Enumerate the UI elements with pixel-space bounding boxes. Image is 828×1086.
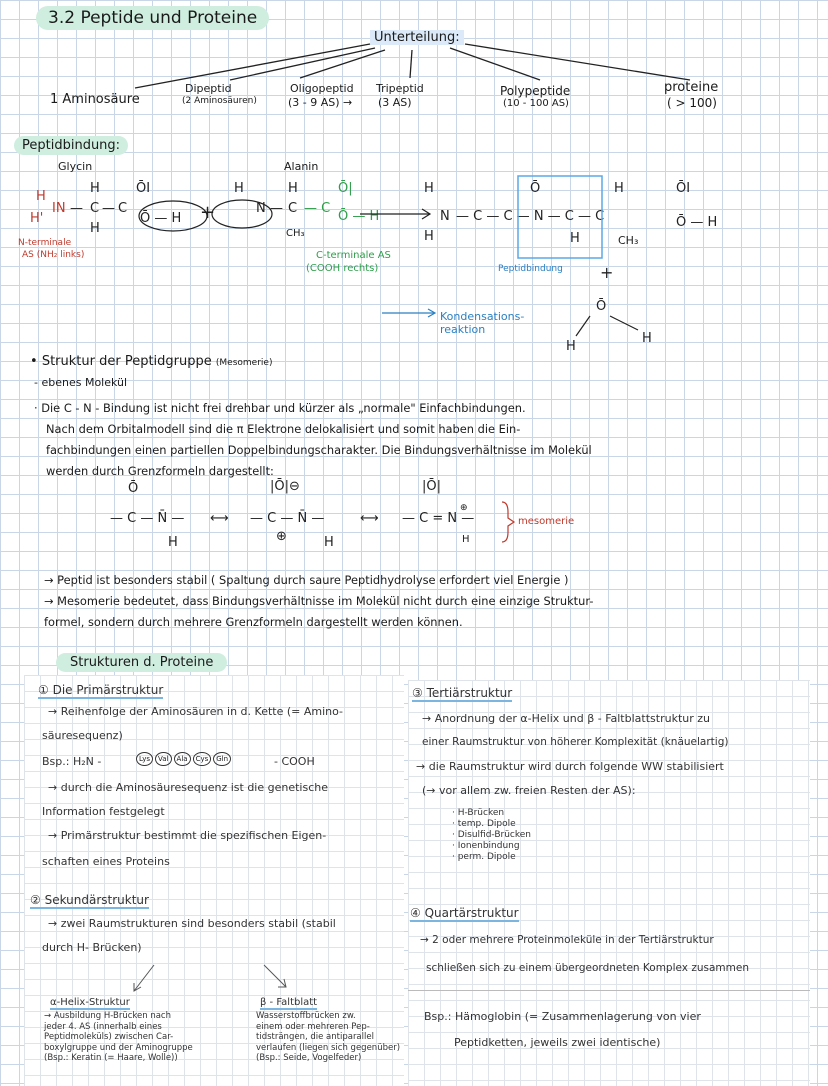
svg-text:Ō — H: Ō — H (140, 211, 182, 226)
sheet-line-1: Wasserstoffbrücken zw. (256, 1011, 356, 1021)
svg-text:— C: — C (304, 201, 331, 216)
quaternary-line-2: schließen sich zu einem übergeordneten Komplex zusammen (426, 962, 749, 974)
svg-text:Ō|: Ō| (338, 181, 353, 196)
svg-text:C: C (288, 201, 298, 216)
sheet-line-5: (Bsp.: Seide, Vogelfeder) (256, 1053, 362, 1063)
amino-gln: Gln (213, 752, 231, 766)
mesomerie-formulas (90, 478, 590, 558)
svg-text:H: H (462, 534, 470, 545)
left-panel (24, 675, 404, 1086)
class-item-oligopeptid-sub: (3 - 9 AS) → (288, 96, 353, 109)
svg-text:N: N (256, 201, 266, 216)
amino-ala: Ala (174, 752, 191, 766)
svg-text:ŌI: ŌI (136, 181, 151, 196)
para-line-2: Nach dem Orbitalmodell sind die π Elektrone delokalisiert und somit haben die Ein- (46, 422, 521, 436)
conclusion-3: formel, sondern durch mehrere Grenzformeln dargestellt werden können. (44, 615, 463, 629)
tertiary-bullet-4: · Ionenbindung (452, 841, 520, 851)
helix-line-3: Peptidmoleküls) zwischen Car- (44, 1032, 174, 1042)
tertiary-line-3: → die Raumstruktur wird durch folgende WW stabilisiert (416, 760, 724, 773)
svg-text:C: C (118, 201, 128, 216)
svg-text:H: H (90, 181, 100, 196)
primary-example-start: Bsp.: H₂N - (42, 755, 102, 768)
svg-text:Ō: Ō (530, 181, 541, 196)
svg-text:H: H (566, 339, 576, 350)
class-item-dipeptid-sub: (2 Aminosäuren) (182, 96, 257, 106)
svg-text:IN: IN (52, 201, 66, 216)
condensation-label-2: reaktion (440, 323, 486, 336)
svg-text:H: H (168, 535, 178, 550)
class-item-tripeptid-sub: (3 AS) (378, 96, 412, 109)
svg-text:H: H (642, 331, 652, 346)
condensation-label: Kondensations- (440, 310, 525, 323)
svg-text:|Ō|⊖: |Ō|⊖ (270, 479, 300, 494)
svg-text:H: H (288, 181, 298, 196)
peptide-bond-title: Peptidbindung: (14, 136, 128, 155)
structure-title: • Struktur der Peptidgruppe (Mesomerie) (30, 354, 273, 369)
svg-text:N: N (440, 209, 450, 224)
helix-line-5: (Bsp.: Keratin (= Haare, Wolle)) (44, 1053, 178, 1063)
protein-structures-title: Strukturen d. Proteine (56, 653, 227, 672)
class-item-aminosaeure: 1 Aminosäure (50, 92, 140, 107)
class-item-polypeptide-sub: (10 - 100 AS) (503, 98, 569, 109)
mesomerie-label: mesomerie (518, 516, 575, 527)
structure-title-text: Struktur der Peptidgruppe (41, 354, 212, 369)
svg-text:CH₃: CH₃ (286, 228, 305, 239)
primary-line-6: Information festgelegt (42, 805, 165, 818)
quaternary-title: ④ Quartärstruktur (410, 906, 519, 920)
para-line-1: · Die C - N - Bindung ist nicht frei drehbar und kürzer als „normale" Einfachbindungen. (34, 401, 526, 415)
tertiary-bullet-5: · perm. Dipole (452, 852, 516, 862)
primary-title: ① Die Primärstruktur (38, 683, 164, 697)
primary-line-7: → Primärstruktur bestimmt die spezifischen Eigen- (48, 829, 327, 842)
n-terminal-label: N-terminale (18, 238, 72, 248)
class-item-proteine-sub: ( > 100) (667, 96, 717, 110)
primary-line-2: säuresequenz) (42, 729, 123, 742)
svg-text:Ō: Ō (128, 481, 139, 496)
peptide-bond-label: Peptidbindung (498, 264, 563, 274)
svg-text:H: H (234, 181, 244, 196)
class-item-dipeptid: Dipeptid (185, 82, 232, 95)
amino-cys: Cys (193, 752, 212, 766)
structure-bullet-1-text: ebenes Molekül (41, 376, 128, 389)
conclusion-1: → Peptid ist besonders stabil ( Spaltung durch saure Peptidhydrolyse erfordert viel Energie ) (44, 573, 569, 587)
tertiary-line-4: (→ vor allem zw. freien Resten der AS): (422, 784, 636, 797)
amino-lys: Lys (136, 752, 153, 766)
tertiary-bullets (452, 808, 531, 863)
amino-chain (136, 752, 231, 766)
tertiary-title: ③ Tertiärstruktur (412, 686, 513, 700)
svg-text:—: — (270, 201, 283, 216)
n-terminal-label-2: AS (NH₂ links) (22, 250, 85, 260)
secondary-split-arrows (104, 961, 324, 997)
svg-text:+: + (600, 263, 614, 282)
classification-title: Unterteilung: (370, 30, 464, 45)
helix-line-2: jeder 4. AS (innerhalb eines (44, 1021, 162, 1032)
svg-text:H: H (424, 181, 434, 196)
quaternary-line-1: → 2 oder mehrere Proteinmoleküle in der Tertiärstruktur (420, 934, 714, 946)
svg-text:H: H (90, 221, 100, 236)
svg-text:H': H' (30, 211, 44, 226)
svg-text:ŌI: ŌI (676, 181, 691, 196)
secondary-title: ② Sekundärstruktur (30, 893, 149, 907)
conclusions (44, 570, 593, 633)
secondary-line-2: durch H- Brücken) (42, 941, 142, 954)
secondary-line-1: → zwei Raumstrukturen sind besonders stabil (stabil (48, 917, 336, 930)
helix-text (44, 1011, 193, 1064)
svg-text:Ō: Ō (596, 299, 607, 314)
svg-text:+: + (200, 202, 216, 223)
primary-line-5: → durch die Aminosäuresequenz ist die genetische (48, 781, 328, 794)
svg-text:H: H (424, 229, 434, 244)
tertiary-bullet-2: · temp. Dipole (452, 819, 516, 829)
tertiary-bullet-1: · H-Brücken (452, 808, 505, 818)
condensation-arrow (380, 306, 440, 320)
svg-text:— C — N̄ —: — C — N̄ — (250, 511, 325, 526)
para-line-4: werden durch Grenzformeln dargestellt: (46, 464, 274, 478)
svg-text:Ō — H: Ō — H (338, 209, 380, 224)
svg-text:—: — (102, 201, 115, 216)
sheet-line-4: verlaufen (liegen sich gegenüber) (256, 1042, 401, 1053)
class-item-proteine: proteine (664, 80, 719, 95)
sheet-line-2: einem oder mehreren Pep- (256, 1021, 370, 1032)
structure-paragraph (34, 398, 592, 482)
page-title: 3.2 Peptide und Proteine (36, 6, 269, 30)
svg-text:H: H (36, 189, 46, 204)
class-item-tripeptid: Tripeptid (376, 82, 424, 95)
structure-bullet-1: - ebenes Molekül (34, 376, 128, 389)
class-item-polypeptide: Polypeptide (500, 84, 571, 98)
helix-line-4: boxylgruppe und der Aminogruppe (44, 1042, 193, 1053)
svg-text:— C — C — N — C — C: — C — C — N — C — C (456, 209, 605, 224)
conclusion-2: → Mesomerie bedeutet, dass Bindungsverhältnisse im Molekül nicht durch eine einzige Struktur- (44, 594, 594, 608)
svg-text:⟷: ⟷ (210, 511, 229, 526)
sheet-title: β - Faltblatt (260, 997, 318, 1008)
tertiary-line-2: einer Raumstruktur von höherer Komplexität (knäuelartig) (422, 736, 729, 748)
sheet-text (256, 1011, 400, 1064)
helix-line-1: → Ausbildung H-Brücken nach (44, 1011, 171, 1021)
svg-text:⟷: ⟷ (360, 511, 379, 526)
c-terminal-label-2: (COOH rechts) (306, 263, 379, 274)
amino-val: Val (155, 752, 171, 766)
svg-text:H: H (570, 231, 580, 246)
quaternary-example-2: Peptidketten, jeweils zwei identische) (454, 1036, 661, 1049)
svg-text:H: H (324, 535, 334, 550)
glycin-label: Glycin (58, 160, 93, 173)
primary-line-8: schaften eines Proteins (42, 855, 170, 868)
structure-title-note: (Mesomerie) (215, 358, 273, 368)
svg-text:⊕: ⊕ (460, 503, 468, 513)
peptide-bond-reaction (0, 170, 828, 350)
class-item-oligopeptid: Oligopeptid (290, 82, 354, 95)
primary-example-end: - COOH (274, 755, 315, 768)
helix-title: α-Helix-Struktur (50, 997, 130, 1008)
svg-text:C: C (90, 201, 100, 216)
tertiary-line-1: → Anordnung der α-Helix und β - Faltblattstruktur zu (422, 712, 710, 725)
svg-text:Ō — H: Ō — H (676, 215, 718, 230)
para-line-3: fachbindungen einen partiellen Doppelbindungscharakter. Die Bindungsverhältnisse im Molekül (46, 443, 592, 457)
alanin-label: Alanin (284, 160, 319, 173)
svg-text:|Ō|: |Ō| (422, 479, 441, 494)
quaternary-divider (408, 990, 810, 991)
svg-text:H: H (614, 181, 624, 196)
right-panel (408, 680, 810, 1086)
c-terminal-label: C-terminale AS (316, 250, 391, 261)
primary-line-1: → Reihenfolge der Aminosäuren in d. Kette (= Amino- (48, 705, 344, 718)
quaternary-example-1: Bsp.: Hämoglobin (= Zusammenlagerung von vier (424, 1010, 701, 1023)
tertiary-bullet-3: · Disulfid-Brücken (452, 830, 532, 840)
svg-text:CH₃: CH₃ (618, 234, 639, 247)
svg-text:— C = N —: — C = N — (402, 511, 475, 526)
svg-text:— C — N̄ —: — C — N̄ — (110, 511, 185, 526)
svg-text:—: — (70, 201, 83, 216)
svg-text:⊕: ⊕ (276, 529, 287, 544)
sheet-line-3: tidsträngen, die antiparallel (256, 1032, 374, 1042)
